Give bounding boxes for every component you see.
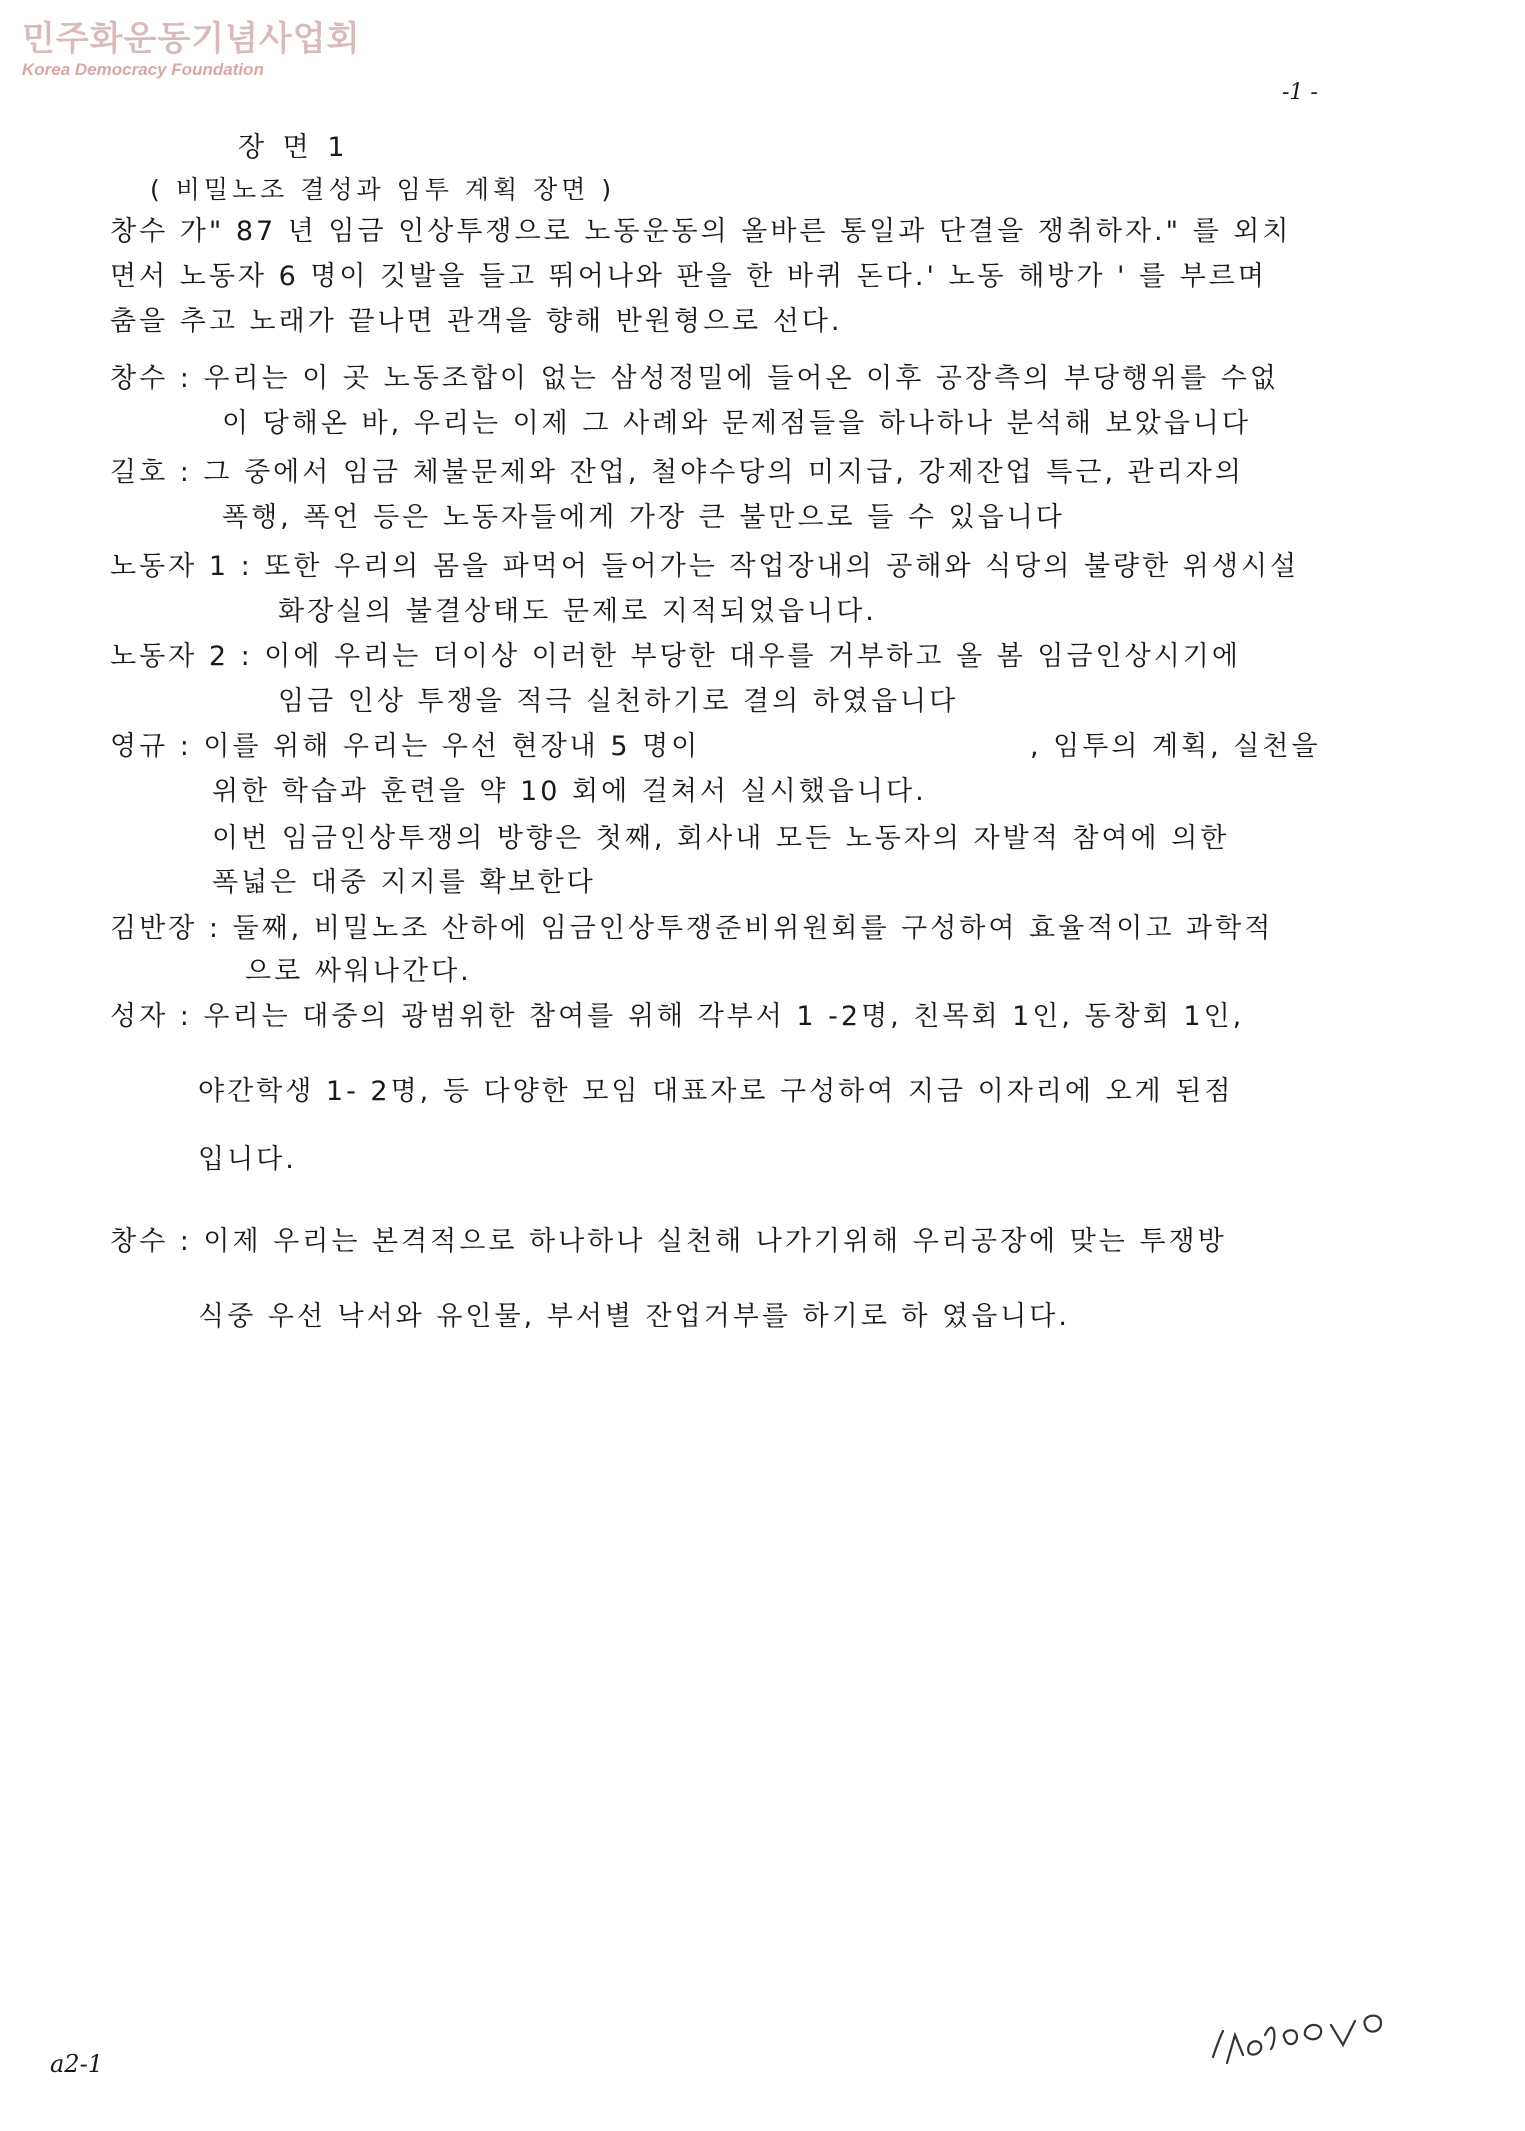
dialogue-line: 임금 인상 투쟁을 적극 실천하기로 결의 하였읍니다 <box>278 686 959 717</box>
dialogue-line: 위한 학습과 훈련을 약 10 회에 걸쳐서 실시했읍니다. <box>212 776 927 807</box>
watermark-korean: 민주화운동기념사업회 <box>22 19 361 59</box>
dialogue-line: 이 당해온 바, 우리는 이제 그 사례와 문제점들을 하나하나 분석해 보았읍니다 <box>222 408 1251 439</box>
dialogue-line: 김반장 : 둘째, 비밀노조 산하에 임금인상투쟁준비위원회를 구성하여 효율적이고 과학적 <box>110 913 1274 944</box>
dialogue-line: 폭넓은 대중 지지를 확보한다 <box>212 867 596 898</box>
dialogue-line: 성자 : 우리는 대중의 광범위한 참여를 위해 각부서 1 -2명, 친목회 1인, 동창회 1인, <box>110 1001 1245 1032</box>
watermark-logo <box>22 20 360 80</box>
script-line: 면서 노동자 6 명이 깃발을 들고 뛰어나와 판을 한 바퀴 돈다.' 노동 해방가 ' 를 부르며 <box>110 261 1267 292</box>
page-number: -1 - <box>1282 80 1318 105</box>
dialogue-line: 이번 임금인상투쟁의 방향은 첫째, 회사내 모든 노동자의 자발적 참여에 의한 <box>212 823 1230 854</box>
dialogue-line: 창수 : 이제 우리는 본격적으로 하나하나 실천해 나가기위해 우리공장에 맞는 투쟁방 <box>110 1226 1227 1257</box>
dialogue-line: 노동자 2 : 이에 우리는 더이상 이러한 부당한 대우를 거부하고 올 봄 임금인상시기에 <box>110 641 1241 672</box>
scene-title: 장 면 1 <box>238 132 350 163</box>
dialogue-line: 폭행, 폭언 등은 노동자들에게 가장 큰 불만으로 들 수 있읍니다 <box>222 502 1065 533</box>
handwritten-note <box>1205 1995 1405 2075</box>
scene-subtitle: ( 비밀노조 결성과 임투 계획 장면 ) <box>150 175 616 204</box>
dialogue-line: 입니다. <box>198 1144 297 1175</box>
dialogue-line: 야간학생 1- 2명, 등 다양한 모임 대표자로 구성하여 지금 이자리에 오게 된점 <box>198 1076 1234 1107</box>
dialogue-line: 화장실의 불결상태도 문제로 지적되었읍니다. <box>278 596 877 627</box>
dialogue-line: 창수 : 우리는 이 곳 노동조합이 없는 삼성정밀에 들어온 이후 공장측의 부당행위를 수없 <box>110 363 1279 394</box>
dialogue-line: 식중 우선 낙서와 유인물, 부서별 잔업거부를 하기로 하 였읍니다. <box>198 1301 1070 1332</box>
watermark-english: Korea Democracy Foundation <box>22 60 264 79</box>
dialogue-line: 으로 싸워나간다. <box>245 956 472 987</box>
script-line: 춤을 추고 노래가 끝나면 관객을 향해 반원형으로 선다. <box>110 306 843 337</box>
footer-code: a2-1 <box>50 2050 103 2078</box>
script-line: 창수 가" 87 년 임금 인상투쟁으로 노동운동의 올바른 통일과 단결을 쟁취하자." 를 외치 <box>110 216 1292 247</box>
dialogue-line: 영규 : 이를 위해 우리는 우선 현장내 5 명이 <box>110 731 701 762</box>
dialogue-line: 노동자 1 : 또한 우리의 몸을 파먹어 들어가는 작업장내의 공해와 식당의 불량한 위생시설 <box>110 551 1300 582</box>
dialogue-line: , 임투의 계획, 실천을 <box>1030 731 1321 762</box>
dialogue-line: 길호 : 그 중에서 임금 체불문제와 잔업, 철야수당의 미지급, 강제잔업 특근, 관리자의 <box>110 457 1244 488</box>
